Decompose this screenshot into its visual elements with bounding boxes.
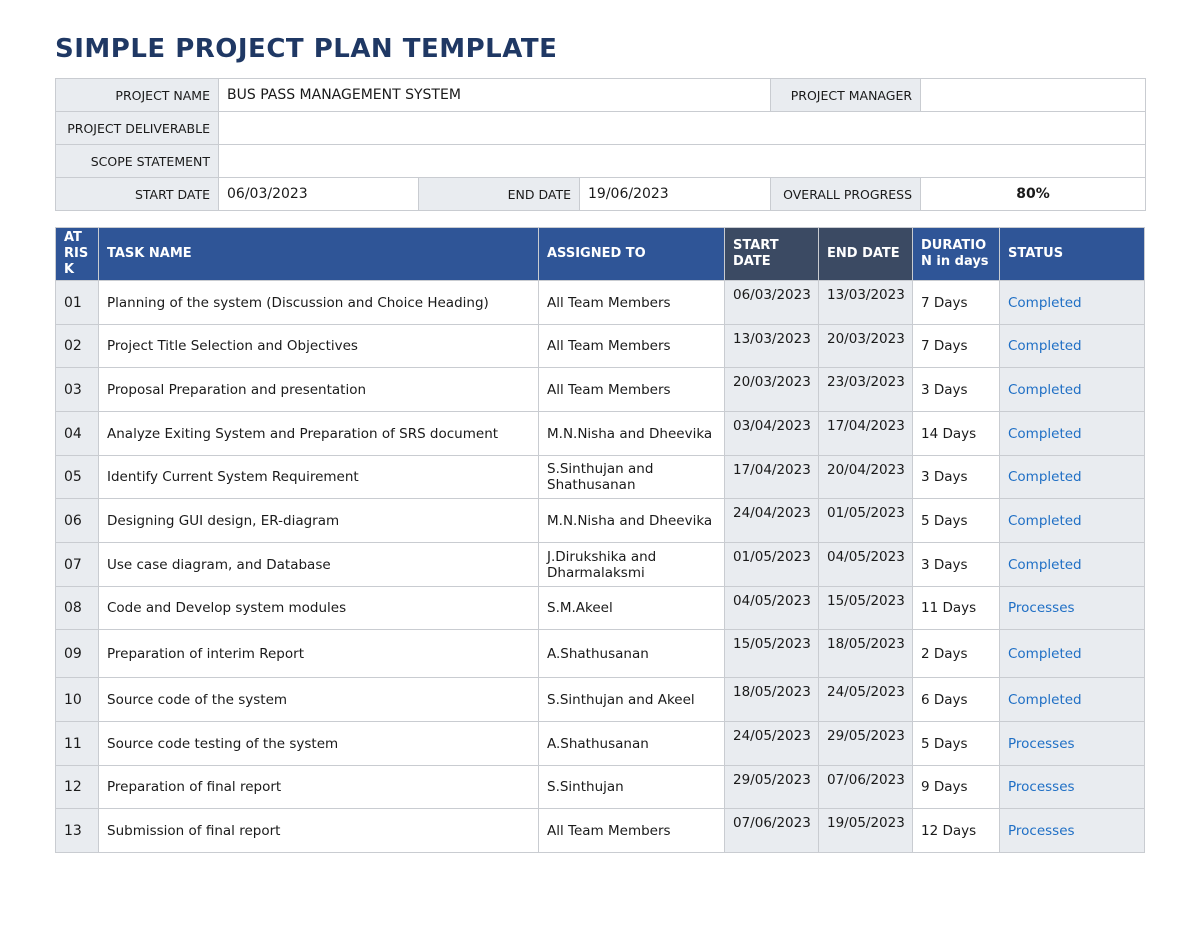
project-manager-field[interactable] [921, 79, 1146, 112]
duration-cell[interactable]: 14 Days [913, 412, 1000, 456]
duration-cell[interactable]: 3 Days [913, 543, 1000, 587]
task-name-cell[interactable]: Analyze Exiting System and Preparation of SRS document [99, 412, 539, 456]
status-cell[interactable]: Completed [1000, 630, 1145, 678]
row-number[interactable]: 13 [56, 809, 99, 853]
project-deliverable-label: PROJECT DELIVERABLE [56, 112, 219, 145]
header-at-risk: AT RIS K [56, 228, 99, 281]
start-date-cell[interactable]: 29/05/2023 [725, 766, 819, 809]
start-date-cell[interactable]: 18/05/2023 [725, 678, 819, 722]
assigned-to-cell[interactable]: S.Sinthujan and Akeel [539, 678, 725, 722]
task-name-cell[interactable]: Preparation of final report [99, 766, 539, 809]
task-name-cell[interactable]: Proposal Preparation and presentation [99, 368, 539, 412]
status-cell[interactable]: Completed [1000, 456, 1145, 499]
row-number[interactable]: 03 [56, 368, 99, 412]
task-name-cell[interactable]: Source code testing of the system [99, 722, 539, 766]
end-date-label: END DATE [419, 178, 580, 211]
page-title: SIMPLE PROJECT PLAN TEMPLATE [55, 34, 558, 64]
task-table-header [56, 228, 1145, 281]
start-date-cell[interactable]: 01/05/2023 [725, 543, 819, 587]
task-name-cell[interactable]: Designing GUI design, ER-diagram [99, 499, 539, 543]
project-manager-label: PROJECT MANAGER [771, 79, 921, 112]
table-row [56, 587, 1145, 630]
table-row [56, 630, 1145, 678]
end-date-cell[interactable]: 20/04/2023 [819, 456, 913, 499]
duration-cell[interactable]: 9 Days [913, 766, 1000, 809]
row-number[interactable]: 07 [56, 543, 99, 587]
status-cell[interactable]: Completed [1000, 499, 1145, 543]
task-name-cell[interactable]: Use case diagram, and Database [99, 543, 539, 587]
assigned-to-cell[interactable]: J.Dirukshika and Dharmalaksmi [539, 543, 725, 587]
duration-cell[interactable]: 12 Days [913, 809, 1000, 853]
status-cell[interactable]: Completed [1000, 368, 1145, 412]
table-row [56, 678, 1145, 722]
overall-progress-label: OVERALL PROGRESS [771, 178, 921, 211]
task-name-cell[interactable]: Code and Develop system modules [99, 587, 539, 630]
header-status: STATUS [1000, 228, 1145, 281]
table-row [56, 766, 1145, 809]
duration-cell[interactable]: 3 Days [913, 456, 1000, 499]
assigned-to-cell[interactable]: All Team Members [539, 368, 725, 412]
status-cell[interactable]: Processes [1000, 587, 1145, 630]
row-number[interactable]: 10 [56, 678, 99, 722]
task-table [55, 227, 1145, 853]
task-name-cell[interactable]: Source code of the system [99, 678, 539, 722]
end-date-cell[interactable]: 15/05/2023 [819, 587, 913, 630]
start-date-cell[interactable]: 04/05/2023 [725, 587, 819, 630]
row-number[interactable]: 06 [56, 499, 99, 543]
start-date-label: START DATE [56, 178, 219, 211]
assigned-to-cell[interactable]: All Team Members [539, 809, 725, 853]
row-number[interactable]: 09 [56, 630, 99, 678]
assigned-to-cell[interactable]: S.Sinthujan and Shathusanan [539, 456, 725, 499]
assigned-to-cell[interactable]: All Team Members [539, 325, 725, 368]
duration-cell[interactable]: 6 Days [913, 678, 1000, 722]
end-date-cell[interactable]: 29/05/2023 [819, 722, 913, 766]
status-cell[interactable]: Processes [1000, 722, 1145, 766]
task-name-cell[interactable]: Preparation of interim Report [99, 630, 539, 678]
duration-cell[interactable]: 2 Days [913, 630, 1000, 678]
assigned-to-cell[interactable]: M.N.Nisha and Dheevika [539, 412, 725, 456]
end-date-cell[interactable]: 23/03/2023 [819, 368, 913, 412]
end-date-cell[interactable]: 13/03/2023 [819, 281, 913, 325]
row-number[interactable]: 05 [56, 456, 99, 499]
end-date-cell[interactable]: 04/05/2023 [819, 543, 913, 587]
start-date-cell[interactable]: 03/04/2023 [725, 412, 819, 456]
table-row [56, 543, 1145, 587]
project-name-field[interactable]: BUS PASS MANAGEMENT SYSTEM [219, 79, 771, 112]
table-row [56, 722, 1145, 766]
start-date-cell[interactable]: 15/05/2023 [725, 630, 819, 678]
header-task-name: TASK NAME [99, 228, 539, 281]
duration-cell[interactable]: 7 Days [913, 281, 1000, 325]
end-date-cell[interactable]: 01/05/2023 [819, 499, 913, 543]
assigned-to-cell[interactable]: A.Shathusanan [539, 722, 725, 766]
table-row [56, 809, 1145, 853]
project-deliverable-field[interactable] [219, 112, 1146, 145]
table-row [56, 456, 1145, 499]
row-number[interactable]: 08 [56, 587, 99, 630]
project-info-table [55, 78, 1146, 211]
start-date-cell[interactable]: 07/06/2023 [725, 809, 819, 853]
duration-cell[interactable]: 5 Days [913, 499, 1000, 543]
header-duration: DURATIO N in days [913, 228, 1000, 281]
task-name-cell[interactable]: Identify Current System Requirement [99, 456, 539, 499]
header-start-date: START DATE [725, 228, 819, 281]
task-name-cell[interactable]: Project Title Selection and Objectives [99, 325, 539, 368]
assigned-to-cell[interactable]: M.N.Nisha and Dheevika [539, 499, 725, 543]
task-name-cell[interactable]: Submission of final report [99, 809, 539, 853]
duration-cell[interactable]: 7 Days [913, 325, 1000, 368]
task-name-cell[interactable]: Planning of the system (Discussion and Choice Heading) [99, 281, 539, 325]
assigned-to-cell[interactable]: All Team Members [539, 281, 725, 325]
end-date-cell[interactable]: 07/06/2023 [819, 766, 913, 809]
header-end-date: END DATE [819, 228, 913, 281]
table-row [56, 499, 1145, 543]
status-cell[interactable]: Completed [1000, 543, 1145, 587]
status-cell[interactable]: Completed [1000, 281, 1145, 325]
duration-cell[interactable]: 3 Days [913, 368, 1000, 412]
table-row [56, 368, 1145, 412]
status-cell[interactable]: Completed [1000, 325, 1145, 368]
row-number[interactable]: 11 [56, 722, 99, 766]
start-date-cell[interactable]: 17/04/2023 [725, 456, 819, 499]
start-date-cell[interactable]: 06/03/2023 [725, 281, 819, 325]
status-cell[interactable]: Processes [1000, 766, 1145, 809]
start-date-cell[interactable]: 24/05/2023 [725, 722, 819, 766]
end-date-cell[interactable]: 20/03/2023 [819, 325, 913, 368]
start-date-field[interactable]: 06/03/2023 [219, 178, 419, 211]
status-cell[interactable]: Processes [1000, 809, 1145, 853]
start-date-cell[interactable]: 20/03/2023 [725, 368, 819, 412]
end-date-cell[interactable]: 19/05/2023 [819, 809, 913, 853]
end-date-cell[interactable]: 24/05/2023 [819, 678, 913, 722]
row-number[interactable]: 12 [56, 766, 99, 809]
assigned-to-cell[interactable]: A.Shathusanan [539, 630, 725, 678]
row-number[interactable]: 02 [56, 325, 99, 368]
start-date-cell[interactable]: 24/04/2023 [725, 499, 819, 543]
status-cell[interactable]: Completed [1000, 412, 1145, 456]
row-number[interactable]: 01 [56, 281, 99, 325]
assigned-to-cell[interactable]: S.Sinthujan [539, 766, 725, 809]
assigned-to-cell[interactable]: S.M.Akeel [539, 587, 725, 630]
table-row [56, 412, 1145, 456]
end-date-cell[interactable]: 18/05/2023 [819, 630, 913, 678]
duration-cell[interactable]: 5 Days [913, 722, 1000, 766]
overall-progress-field[interactable]: 80% [921, 178, 1146, 211]
project-name-label: PROJECT NAME [56, 79, 219, 112]
header-assigned-to: ASSIGNED TO [539, 228, 725, 281]
end-date-field[interactable]: 19/06/2023 [580, 178, 771, 211]
scope-statement-field[interactable] [219, 145, 1146, 178]
row-number[interactable]: 04 [56, 412, 99, 456]
status-cell[interactable]: Completed [1000, 678, 1145, 722]
table-row [56, 325, 1145, 368]
start-date-cell[interactable]: 13/03/2023 [725, 325, 819, 368]
duration-cell[interactable]: 11 Days [913, 587, 1000, 630]
end-date-cell[interactable]: 17/04/2023 [819, 412, 913, 456]
scope-statement-label: SCOPE STATEMENT [56, 145, 219, 178]
table-row [56, 281, 1145, 325]
